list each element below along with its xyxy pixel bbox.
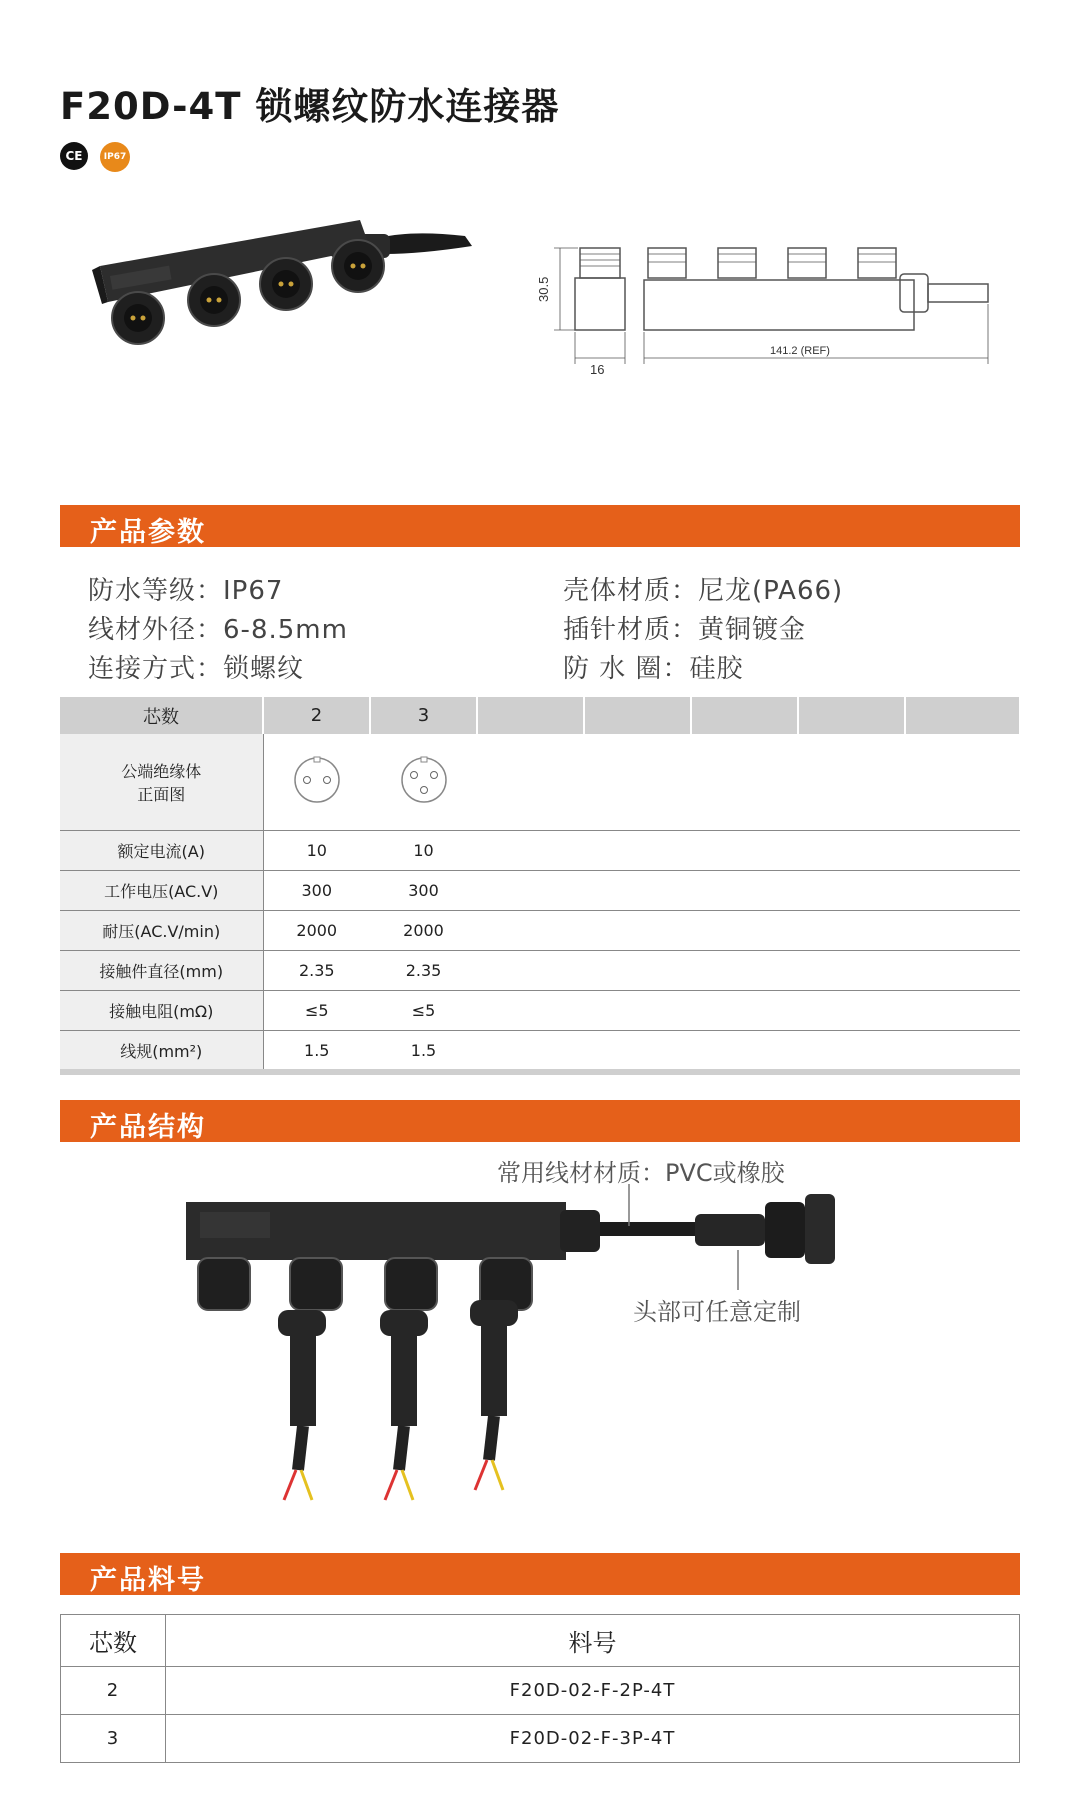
partno-cores: 3 (61, 1715, 166, 1763)
spec-row-face-view (60, 734, 1020, 830)
param-waterproof: 防水等级：IP67 (88, 576, 284, 606)
partno-code: F20D-02-F-3P-4T (166, 1715, 1020, 1763)
spec-header-empty (905, 697, 1020, 734)
dim-length-label: 141.2 (REF) (770, 345, 830, 357)
spec-row: 耐压(AC.V/min) 2000 2000 (60, 910, 1020, 950)
param-seal-ring: 防 水 圈：硅胶 (563, 654, 744, 684)
spec-table-footer-bar (60, 1069, 1020, 1075)
partno-row (61, 1715, 1020, 1763)
product-photo (80, 220, 480, 420)
callout-cable-material: 常用线材材质：PVC或橡胶 (497, 1159, 785, 1187)
partno-header-code: 料号 (166, 1615, 1020, 1667)
spec-row: 额定电流(A) 10 10 (60, 830, 1020, 870)
spec-face-label: 公端绝缘体 正面图 (60, 734, 263, 830)
spec-header-empty (584, 697, 691, 734)
partno-row (61, 1667, 1020, 1715)
partno-table (60, 1614, 1020, 1763)
param-connection: 连接方式：锁螺纹 (88, 654, 305, 684)
param-cable-od: 线材外径：6-8.5mm (88, 615, 348, 645)
dim-width-label: 16 (590, 362, 605, 377)
section-structure-header: 产品结构 (60, 1100, 1020, 1142)
spec-header-empty (798, 697, 905, 734)
spec-row: 工作电压(AC.V) 300 300 (60, 870, 1020, 910)
spec-table (60, 697, 1021, 1071)
spec-row: 接触电阻(mΩ) ≤5 ≤5 (60, 990, 1020, 1030)
spec-header-cores: 芯数 (60, 697, 263, 734)
face-view-3p-icon (370, 734, 477, 830)
spec-row: 接触件直径(mm) 2.35 2.35 (60, 950, 1020, 990)
dimension-drawing (520, 240, 1020, 390)
partno-code: F20D-02-F-2P-4T (166, 1667, 1020, 1715)
ip67-badge-icon: IP67 (100, 142, 130, 172)
partno-cores: 2 (61, 1667, 166, 1715)
spec-row: 线规(mm²) 1.5 1.5 (60, 1030, 1020, 1070)
ce-badge-icon: CE (60, 142, 88, 170)
face-view-2p-icon (263, 734, 370, 830)
spec-header-2p: 2 (263, 697, 370, 734)
section-partno-header: 产品料号 (60, 1553, 1020, 1595)
spec-header-3p: 3 (370, 697, 477, 734)
spec-header-empty (691, 697, 798, 734)
partno-header-row (61, 1615, 1020, 1667)
partno-header-cores: 芯数 (61, 1615, 166, 1667)
page-title: F20D-4T 锁螺纹防水连接器 (60, 85, 560, 128)
section-params-header: 产品参数 (60, 505, 1020, 547)
callout-head-custom: 头部可任意定制 (633, 1298, 801, 1326)
dim-height-label: 30.5 (536, 276, 551, 302)
param-shell-material: 壳体材质：尼龙(PA66) (563, 576, 844, 606)
spec-header-row (60, 697, 1020, 734)
param-pin-material: 插针材质：黄铜镀金 (563, 615, 807, 645)
cert-badges (60, 142, 130, 172)
spec-header-empty (477, 697, 584, 734)
structure-diagram (180, 1150, 900, 1520)
